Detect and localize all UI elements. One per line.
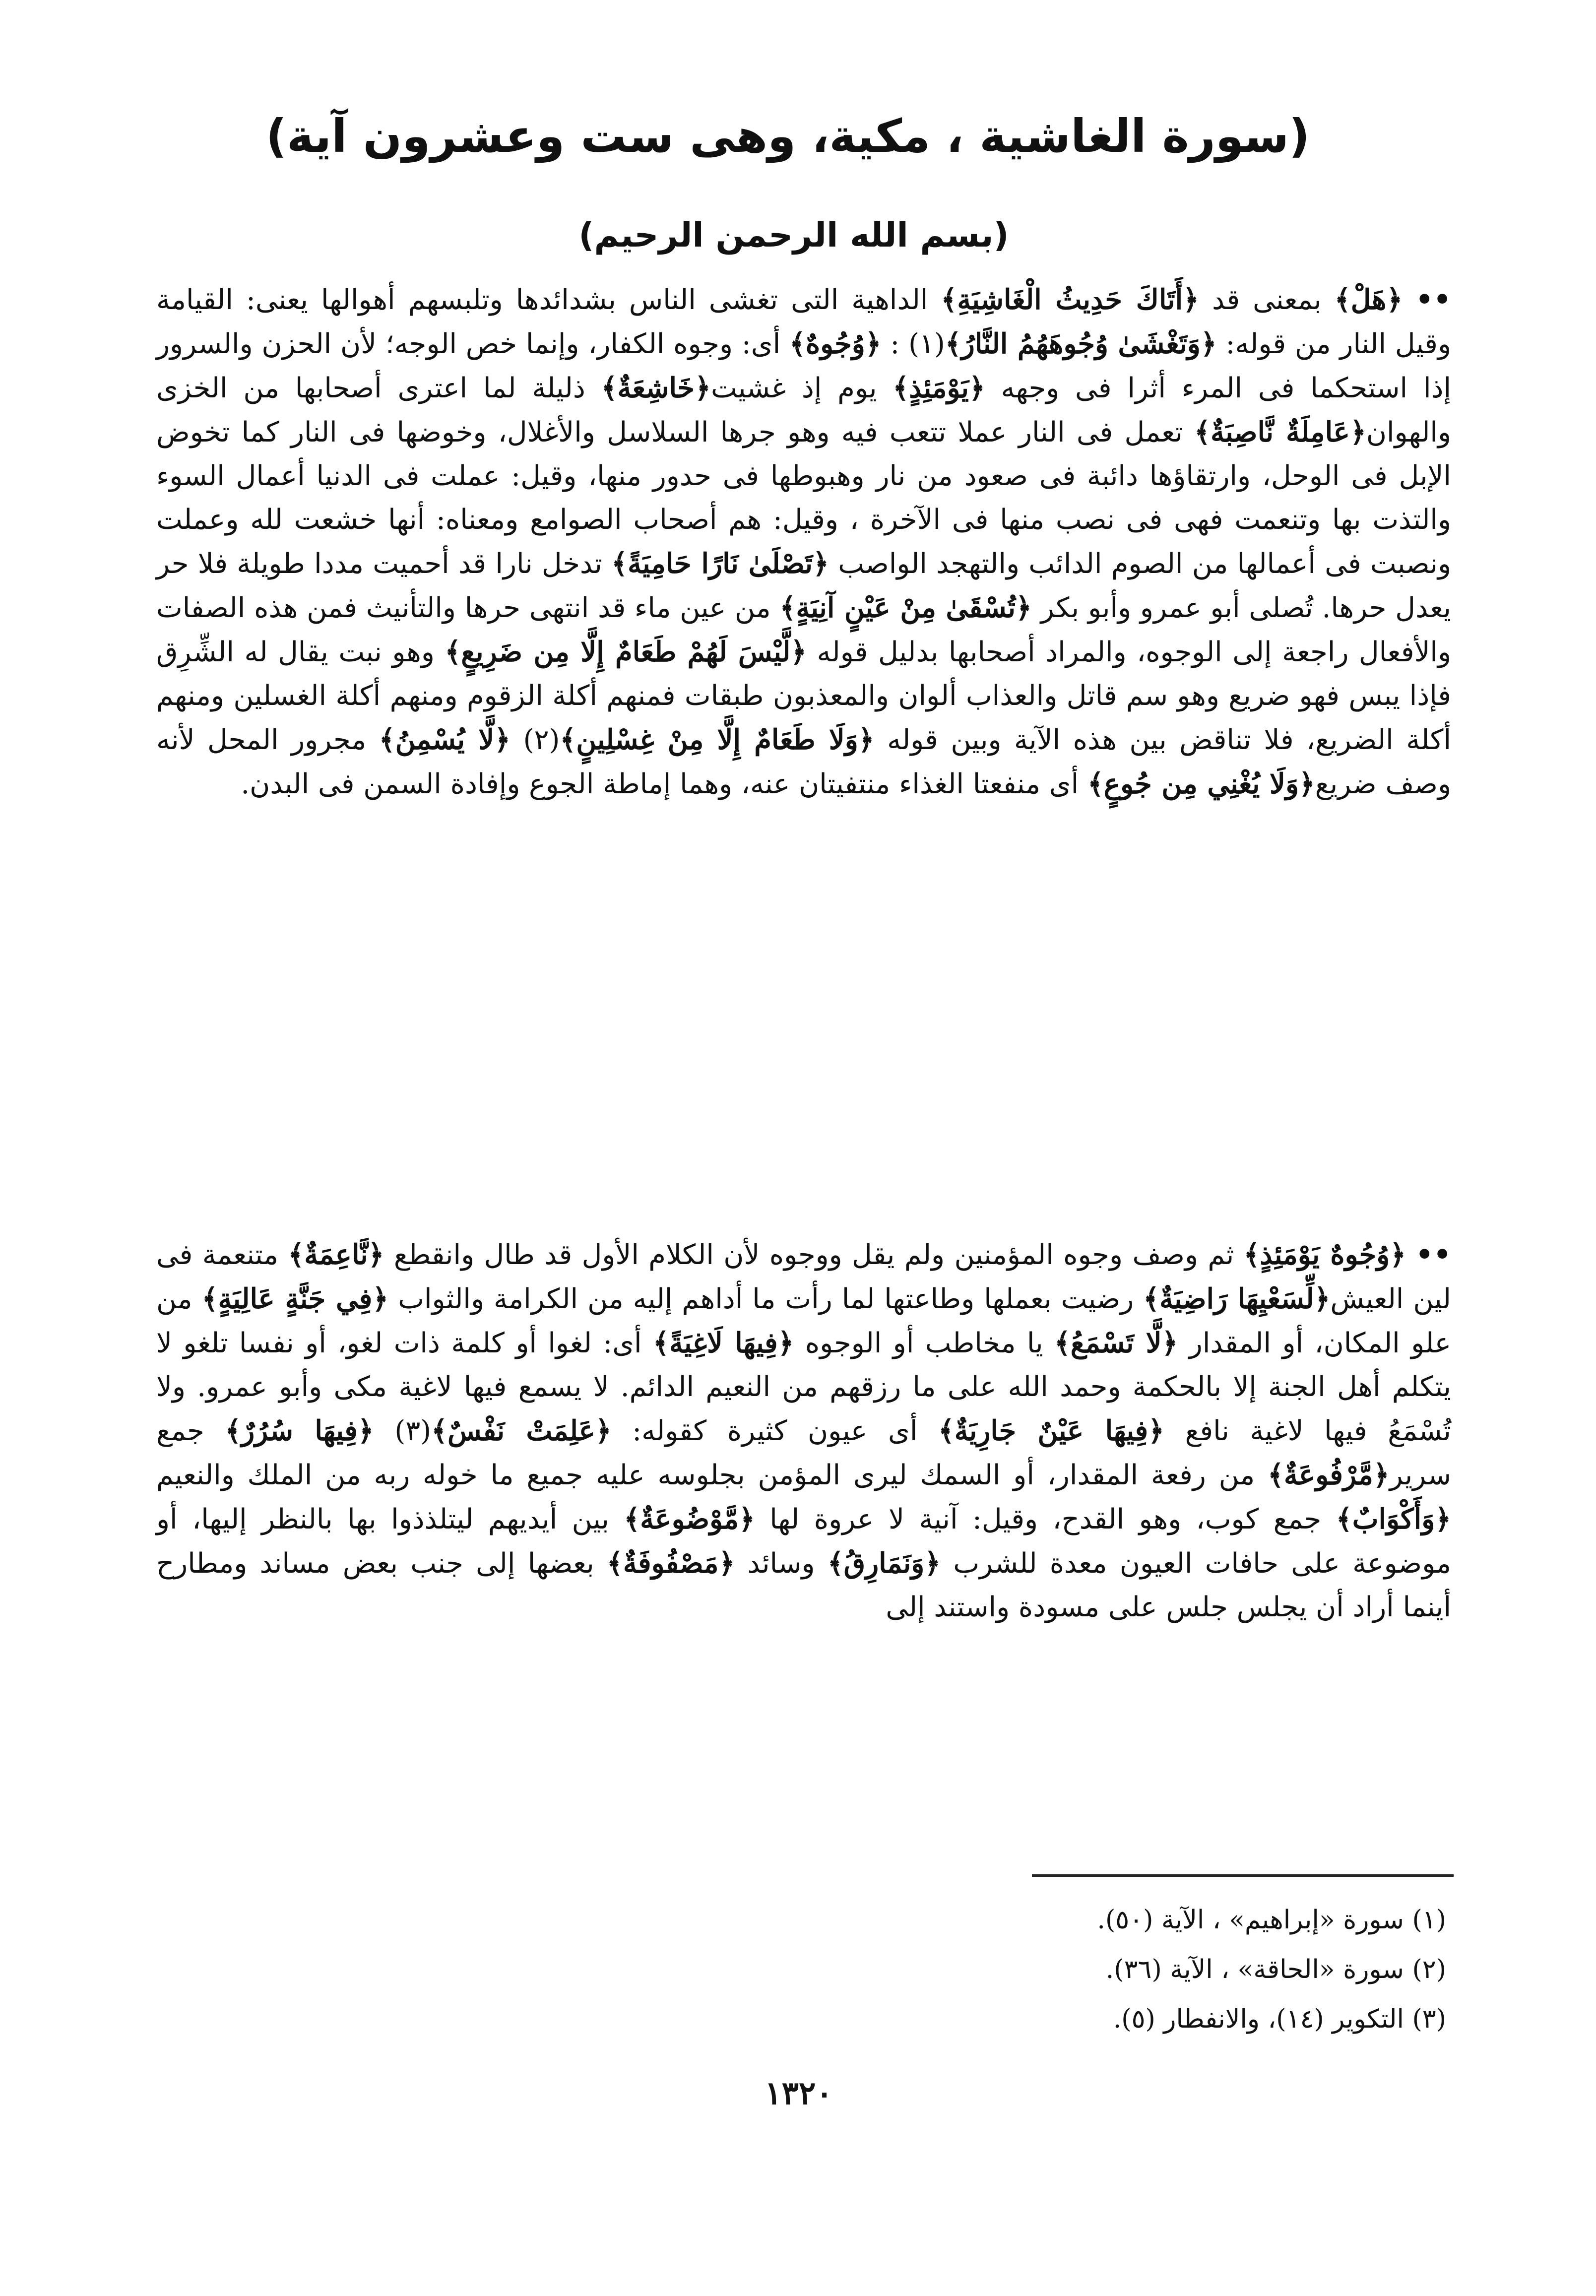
quran-quote: ﴿يَوْمَئِذٍ﴾ xyxy=(893,372,985,404)
commentary-text: ثم وصف وجوه المؤمنين ولم يقل ووجوه لأن الكلام الأول قد طال وانقطع xyxy=(384,1239,1244,1271)
quran-quote: ﴿فِيهَا سُرُرٌ﴾ xyxy=(225,1414,374,1447)
basmala-heading: (بسم الله الرحمن الرحيم) xyxy=(578,216,1009,255)
footnote-3: (٣) التكوير (١٤)، والانفطار (٥). xyxy=(1113,2004,1446,2034)
paragraph-body xyxy=(156,284,1451,800)
commentary-text: من علو المكان، أو المقدار xyxy=(156,1283,1452,1359)
paragraph-bullet: •• xyxy=(1415,283,1451,316)
commentary-text: من رفعة المقدار، أو السمك ليرى المؤمن بجلوسه عليه جميع ما خوله ربه من الملك والنعيم xyxy=(156,1459,1268,1491)
commentary-text: (٢) xyxy=(511,724,560,756)
quran-quote: ﴿لَّا يُسْمِنُ﴾ xyxy=(379,723,511,756)
quran-quote: ﴿لَّيْسَ لَهُمْ طَعَامٌ إِلَّا مِن ضَرِيعٍ﴾ xyxy=(445,636,807,668)
commentary-paragraph-1 xyxy=(156,278,1451,806)
commentary-text: تعمل فى النار عملا تتعب فيه وهو جرها السلاسل والأغلال، وخوضها فى النار كما تخوض الإبل فى الوحل، وارتقاؤها دائبة فى صعود من نار وهبوطها فى حدور منها، وقيل: عملت فى الدنيا أعمال السوء والتذت بها وتنعمت فهى فى نصب منها فى الآخرة ، وقيل: هم أصحاب الصوامع ومعناه: أنها خشعت لله وعملت ونصبت فى أعمالها من الصوم الدائب والتهجد الواصب xyxy=(156,416,1452,580)
quran-quote: ﴿عَلِمَتْ نَفْسٌ﴾ xyxy=(431,1414,612,1447)
commentary-text: أى: لغوا أو كلمة ذات لغو، أو نفسا تلغو لا يتكلم أهل الجنة إلا بالحكمة وحمد الله على ما رزقهم من النعيم الدائم. لا يسمع فيها لاغية مكى وأبو عمرو. ولا تُسْمَعُ فيها لاغية نافع xyxy=(156,1327,1452,1447)
commentary-text: (٣) xyxy=(374,1415,432,1447)
quran-quote: ﴿فِيهَا عَيْنٌ جَارِيَةٌ﴾ xyxy=(938,1414,1164,1447)
commentary-text: أى: وجوه الكفار، وإنما خص الوجه؛ لأن الحزن والسرور إذا استحكما فى المرء أثرا فى وجهه xyxy=(156,328,1452,404)
quran-quote: ﴿لِّسَعْيِهَا رَاضِيَةٌ﴾ xyxy=(1143,1282,1331,1315)
quran-quote: ﴿وَتَغْشَىٰ وُجُوهَهُمُ النَّارُ﴾ xyxy=(945,327,1217,360)
paragraph-body xyxy=(156,1239,1451,1623)
commentary-text: أى منفعتا الغذاء منتفيتان عنه، وهما إماطة الجوع وإفادة السمن فى البدن. xyxy=(241,768,1087,800)
quran-quote: ﴿مَصْفُوفَةٌ﴾ xyxy=(607,1547,735,1580)
commentary-text: يوم إذ غشيت xyxy=(710,372,893,404)
quran-quote: ﴿فِيهَا لَاغِيَةً﴾ xyxy=(653,1327,794,1359)
commentary-text: بعضها إلى جنب بعض مساند ومطارح أينما أراد أن يجلس جلس على مسودة واستند إلى xyxy=(156,1547,1451,1623)
commentary-text: مجرور المحل لأنه وصف ضريع xyxy=(156,724,1451,800)
commentary-text: متنعمة فى لين العيش xyxy=(156,1239,1451,1315)
commentary-text: بمعنى قد xyxy=(1199,284,1335,316)
quran-quote: ﴿تَصْلَىٰ نَارًا حَامِيَةً﴾ xyxy=(611,547,829,580)
commentary-text: (١) : xyxy=(881,328,945,360)
commentary-text: جمع سرير xyxy=(156,1415,1451,1491)
commentary-text: وهو نبت يقال له الشِّرِق فإذا يبس فهو ضريع وهو سم قاتل والعذاب ألوان والمعذبون طبقات فمنهم أكلة الزقوم ومنهم أكلة الغسلين ومنهم أكلة الضريع، فلا تناقض بين هذه الآية وبين قوله xyxy=(156,636,1451,756)
quran-quote: ﴿فِي جَنَّةٍ عَالِيَةٍ﴾ xyxy=(201,1282,389,1315)
footnote-1: (١) سورة «إبراهيم» ، الآية (٥٠). xyxy=(1097,1905,1446,1935)
commentary-text: رضيت بعملها وطاعتها لما رأت ما أداهم إليه من الكرامة والثواب xyxy=(388,1283,1144,1315)
quran-quote: ﴿وَنَمَارِقُ﴾ xyxy=(827,1547,941,1580)
quran-quote: ﴿نَّاعِمَةٌ﴾ xyxy=(288,1238,384,1271)
commentary-text: ذليلة لما اعترى أصحابها من الخزى والهوان xyxy=(156,372,1451,448)
surah-title: (سورة الغاشية ، مكية، وهى ست وعشرون آية) xyxy=(265,110,1310,163)
quran-quote: ﴿مَّرْفُوعَةٌ﴾ xyxy=(1268,1459,1390,1491)
commentary-text: تدخل نارا قد أحميت مددا طويلة فلا حر يعدل حرها. تُصلى أبو عمرو وأبو بكر xyxy=(156,548,1451,624)
quran-quote: ﴿أَتَاكَ حَدِيثُ الْغَاشِيَةِ﴾ xyxy=(941,283,1199,316)
commentary-text: الداهية التى تغشى الناس بشدائدها وتلبسهم أهوالها يعنى: القيامة وقيل النار من قوله: xyxy=(156,284,1451,360)
paragraph-bullet: •• xyxy=(1415,1238,1451,1271)
commentary-text: من عين ماء قد انتهى حرها والتأنيث فمن هذه الصفات والأفعال راجعة إلى الوجوه، والمراد أصحابها بدليل قوله xyxy=(156,592,1451,668)
footnote-2: (٢) سورة «الحاقة» ، الآية (٣٦). xyxy=(1105,1955,1446,1984)
commentary-text: بين أيديهم ليتلذذوا بها بالنظر إليها، أو موضوعة على حافات العيون معدة للشرب xyxy=(156,1503,1452,1580)
footnotes xyxy=(843,1895,1446,2044)
quran-quote: ﴿خَاشِعَةٌ﴾ xyxy=(601,372,711,404)
commentary-paragraph-2 xyxy=(156,1233,1451,1629)
quran-quote: ﴿وَلَا طَعَامٌ إِلَّا مِنْ غِسْلِينٍ﴾ xyxy=(560,723,875,756)
commentary-text: أى عيون كثيرة كقوله: xyxy=(611,1415,938,1447)
page-number: ١٣٢٠ xyxy=(765,2075,833,2112)
footnote-divider xyxy=(1032,1874,1454,1877)
quran-quote: ﴿مَّوْضُوعَةٌ﴾ xyxy=(624,1503,755,1535)
commentary-text: يا مخاطب أو الوجوه xyxy=(794,1327,1054,1359)
commentary-text: وسائد xyxy=(735,1547,828,1580)
quran-quote: ﴿عَامِلَةٌ نَّاصِبَةٌ﴾ xyxy=(1194,416,1366,448)
quran-quote: ﴿لَّا تَسْمَعُ﴾ xyxy=(1054,1327,1178,1359)
quran-quote: ﴿وَأَكْوَابٌ﴾ xyxy=(1336,1503,1452,1535)
quran-quote: ﴿وُجُوهٌ﴾ xyxy=(789,327,882,360)
commentary-text: جمع كوب، وهو القدح، وقيل: آنية لا عروة لها xyxy=(755,1503,1336,1535)
quran-quote: ﴿تُسْقَىٰ مِنْ عَيْنٍ آنِيَةٍ﴾ xyxy=(779,591,1032,624)
quran-quote: ﴿وَلَا يُغْنِي مِن جُوعٍ﴾ xyxy=(1087,767,1315,800)
quran-quote: ﴿هَلْ﴾ xyxy=(1334,283,1403,316)
quran-quote: ﴿وُجُوهٌ يَوْمَئِذٍ﴾ xyxy=(1243,1238,1406,1271)
